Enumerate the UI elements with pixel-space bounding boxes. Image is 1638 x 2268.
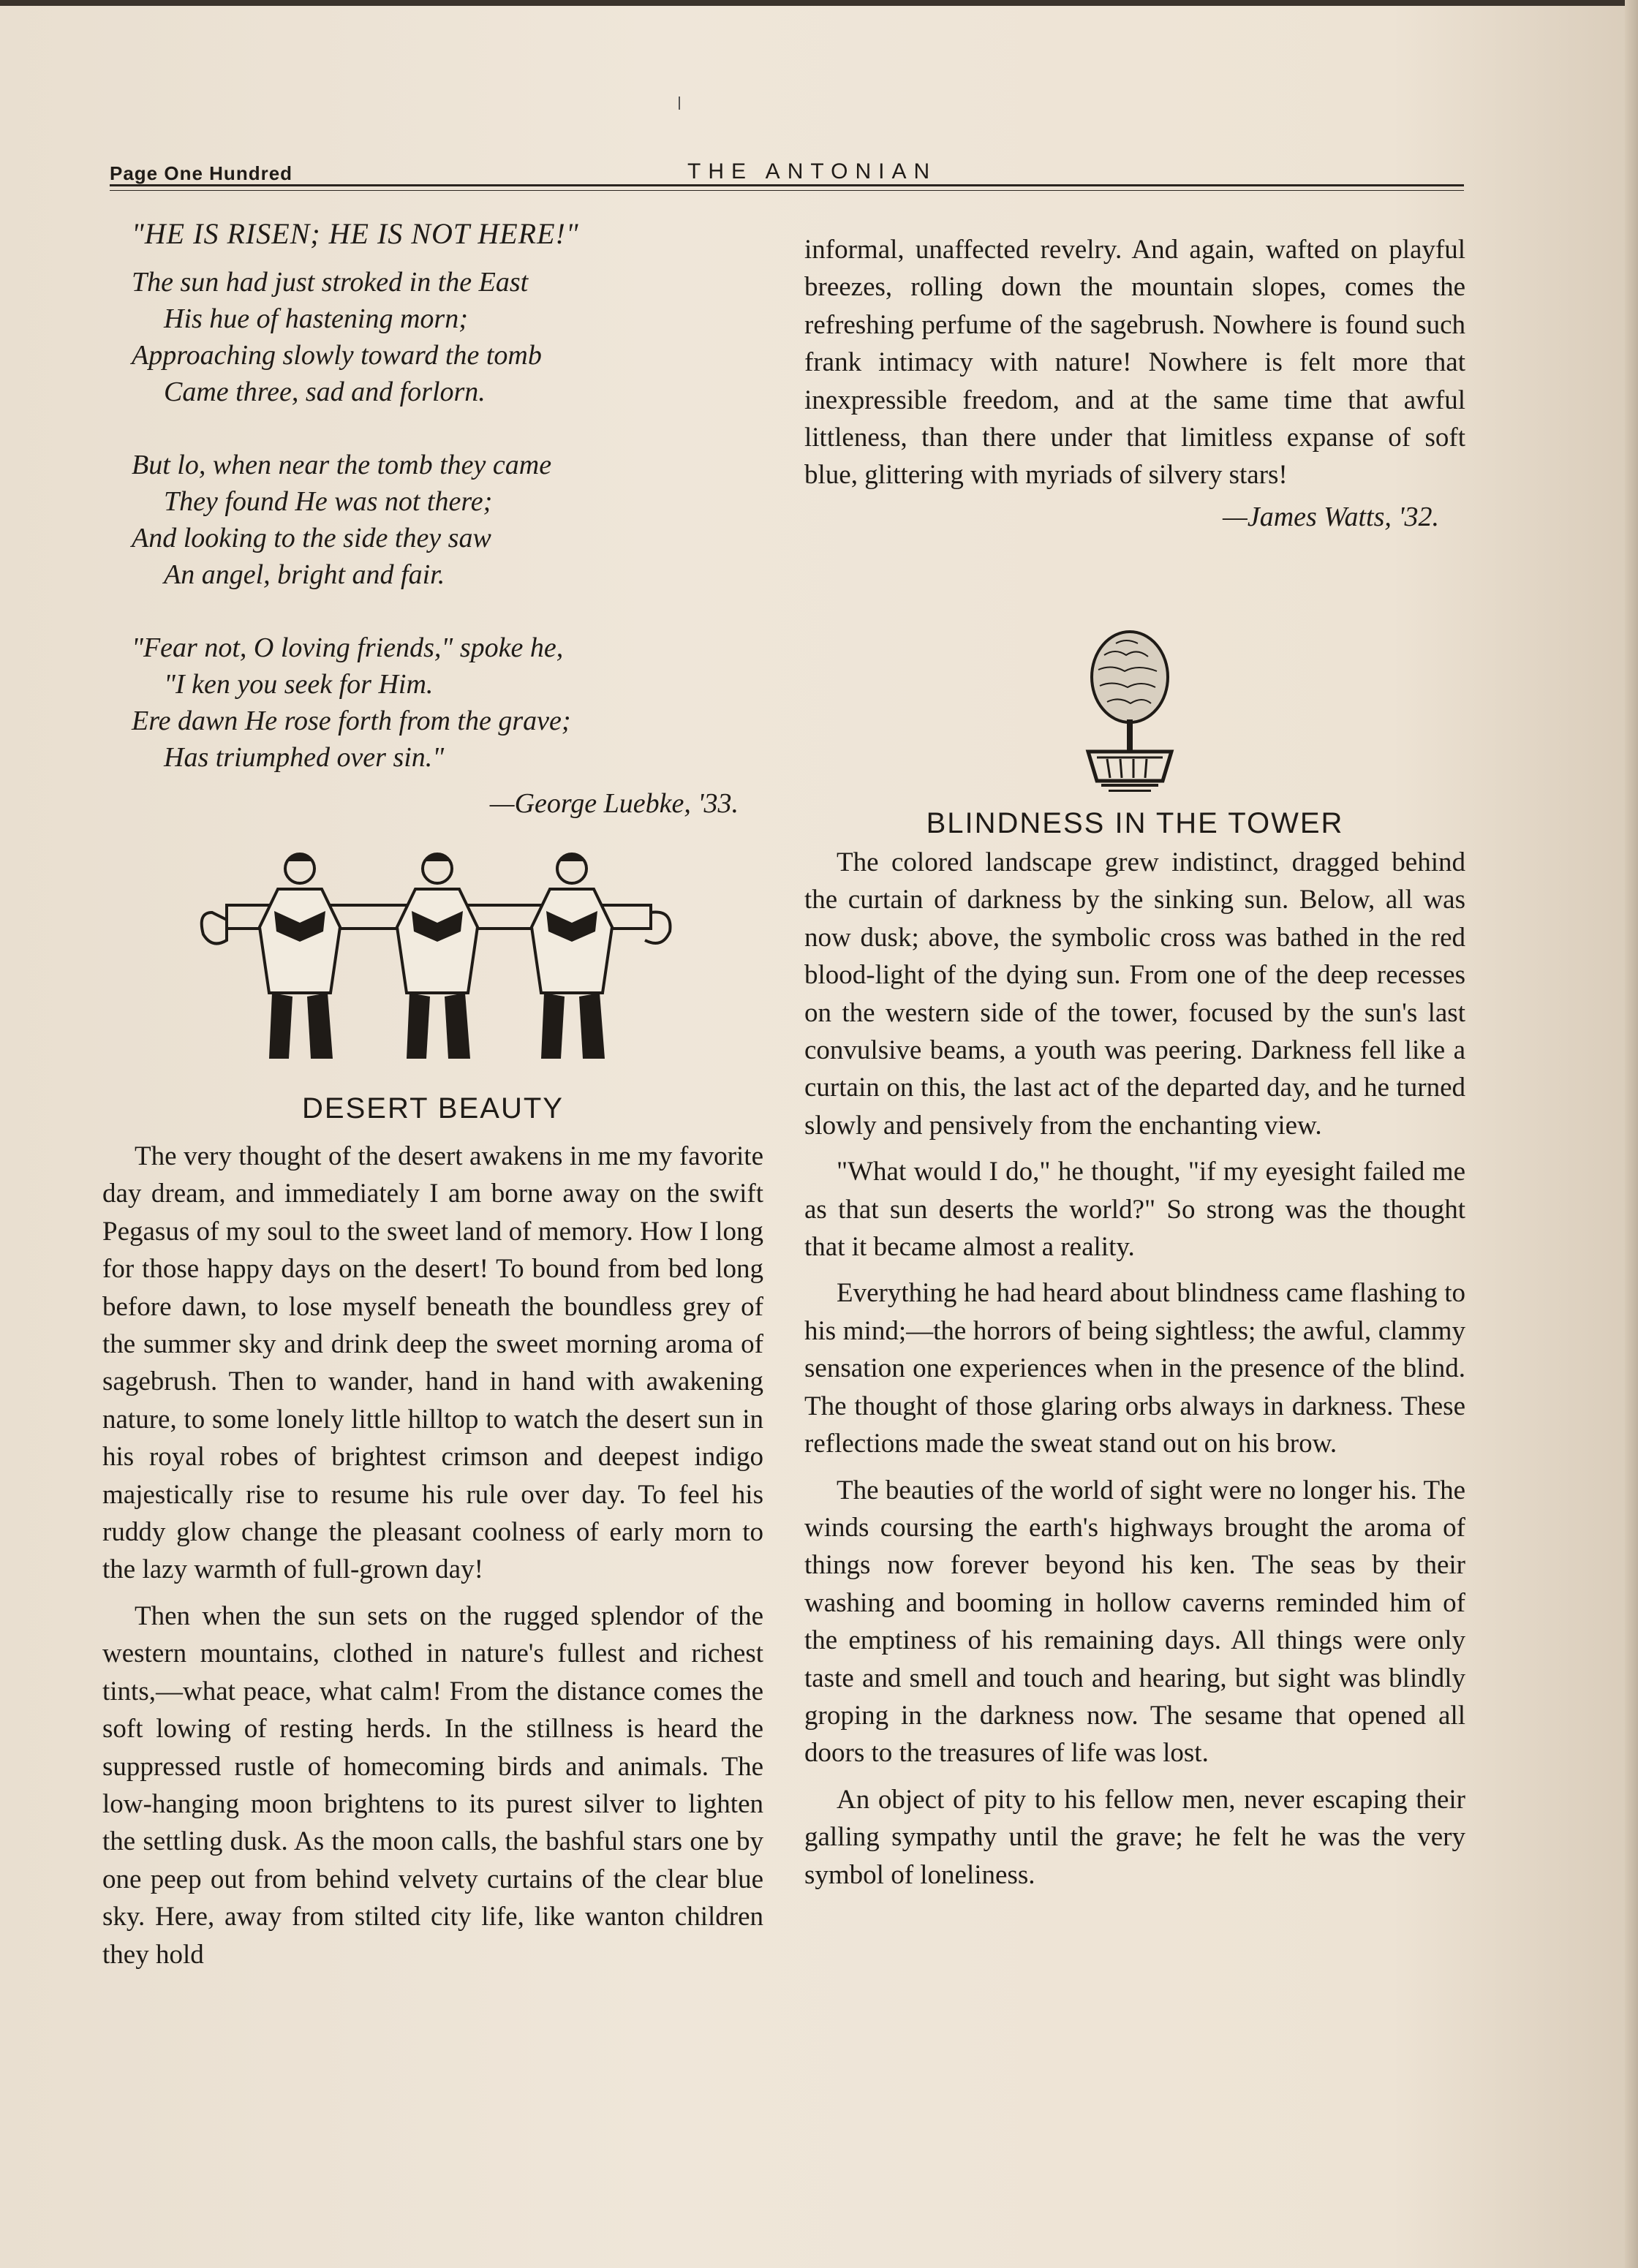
poem-line: The sun had just stroked in the East	[132, 267, 529, 298]
poem-line: An angel, bright and fair.	[164, 559, 445, 590]
article-paragraph: An object of pity to his fellow men, never escaping their galling sympathy until the grave; he felt he was the very symbol of loneliness.	[804, 1784, 1465, 1890]
article-heading-desert-beauty: DESERT BEAUTY	[302, 1092, 564, 1124]
choirboy-figure	[532, 854, 612, 1059]
poem-line: Approaching slowly toward the tomb	[132, 340, 542, 371]
page-number-label: Page One Hundred	[110, 162, 293, 184]
blindness-column	[804, 844, 1465, 1902]
poem-line: "I ken you seek for Him.	[164, 669, 434, 700]
choirboys-illustration	[190, 847, 687, 1066]
poem-line: "Fear not, O loving friends," spoke he,	[132, 632, 564, 663]
poem-stanza	[132, 264, 760, 410]
choirboy-figure	[397, 854, 478, 1059]
poem-line: Has triumphed over sin."	[164, 742, 445, 773]
poem-line: And looking to the side they saw	[132, 523, 491, 553]
poem	[132, 216, 760, 820]
poem-line: Came three, sad and forlorn.	[164, 377, 486, 407]
poem-line: His hue of hastening morn;	[164, 303, 468, 334]
poem-line: But lo, when near the tomb they came	[132, 450, 552, 480]
poem-author: —George Luebke, '33.	[489, 788, 739, 819]
header-rule-thin	[110, 190, 1464, 191]
potted-tree-illustration	[1075, 626, 1185, 794]
article-paragraph: The colored landscape grew indistinct, dragged behind the curtain of darkness by the sinking sun. Below, all was now dusk; above, the symbolic cross was bathed in the red blood-light of the dying sun. From one of the deep recesses on the western side of the tower, focused by the sun's last convulsive beams, a youth was peering. Darkness fell like a curtain on this, the last act of the departed day, and he turned slowly and pensively from the enchanting view.	[804, 847, 1465, 1141]
article-paragraph: The very thought of the desert awakens in me my favorite day dream, and immediately I am borne away on the swift Pegasus of my soul to the sweet land of memory. How I long for those happy days on the desert! To bound from bed long before dawn, to lose myself beneath the boundless grey of the summer sky and drink deep the sweet morning aroma of sagebrush. Then to wander, hand in hand with awakening nature, to some lonely little hilltop to watch the desert sun in his royal robes of brightest crimson and deepest indigo majestically rise to resume his rule over day. To feel his ruddy glow change the pleasant coolness of early morn to the lazy warmth of full-grown day!	[102, 1141, 763, 1585]
choirboy-figure	[260, 854, 340, 1059]
article-paragraph: Then when the sun sets on the rugged splendor of the western mountains, clothed in nature's fullest and richest tints,—what peace, what calm! From the distance comes the soft lowing of resting herds. In the stillness is heard the suppressed rustle of homecoming birds and animals. The low-hanging moon brightens to its purest silver to lighten the settling dusk. As the moon calls, the bashful stars one by one peep out from behind velvety curtains of the clear blue sky. Here, away from stilted city life, like wanton children they hold	[102, 1600, 763, 1970]
print-mark	[679, 97, 680, 110]
poem-title: "HE IS RISEN; HE IS NOT HERE!"	[132, 217, 579, 250]
article-paragraph: The beauties of the world of sight were no longer his. The winds coursing the earth's highways brought the aroma of things now forever beyond his ken. The seas by their washing and booming in hollow caverns reminded him of the emptiness of his remaining days. All things were only taste and smell and touch and hearing, but sight was blindly groping in the darkness now. The sesame that opened all doors to the treasures of life was lost.	[804, 1475, 1465, 1769]
article-author: —James Watts, '32.	[1223, 501, 1439, 532]
poem-line: They found He was not there;	[164, 486, 493, 517]
poem-line: Ere dawn He rose forth from the grave;	[132, 706, 571, 736]
desert-beauty-column	[102, 1138, 763, 1982]
poem-stanza	[132, 447, 760, 593]
magazine-title: THE ANTONIAN	[687, 159, 937, 184]
article-paragraph: "What would I do," he thought, "if my eyesight failed me as that sun deserts the world?" So strong was the thought that it became almost a reality.	[804, 1157, 1465, 1263]
article-heading-blindness-in-the-tower: BLINDNESS IN THE TOWER	[926, 807, 1344, 839]
desert-beauty-continuation	[804, 231, 1465, 536]
header-rule	[110, 184, 1464, 186]
article-paragraph: informal, unaffected revelry. And again, wafted on playful breezes, rolling down the mountain slopes, comes the refreshing perfume of the sagebrush. Nowhere is found such frank intimacy with nature! Nowhere is felt more that inexpressible freedom, and at the same time that awful littleness, than there under that limitless expanse of soft blue, glittering with myriads of silvery stars!	[804, 235, 1465, 491]
poem-stanza	[132, 630, 760, 776]
page-top-edge	[0, 0, 1638, 6]
article-paragraph: Everything he had heard about blindness came flashing to his mind;—the horrors of being sightless; the awful, clammy sensation one experiences when in the presence of the blind. The thought of those glaring orbs always in darkness. These reflections made the sweat stand out on his brow.	[804, 1278, 1465, 1459]
page-right-edge	[1625, 0, 1638, 2268]
